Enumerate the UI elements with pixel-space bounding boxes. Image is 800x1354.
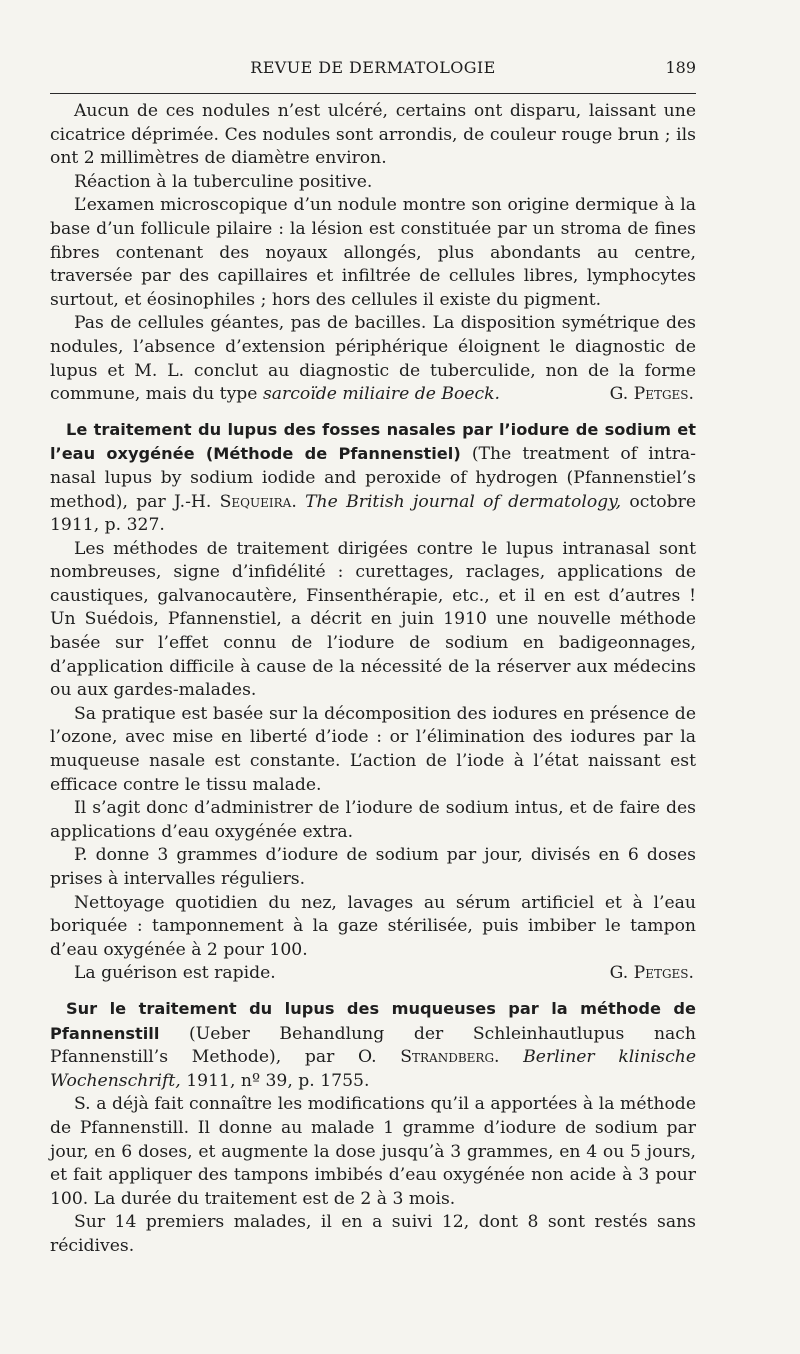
paragraph: Les méthodes de traitement dirigées contre le lupus intranasal sont nombreuses, signe d’infidélité : curettages, raclages, applications de caustiques, galvanocautère, Finsenthérapie, etc., et il en est d’autres ! Un Suédois, Pfannenstiel, a décrit en juin 1910 une nouvelle méthode basée sur l’effet connu de l’iodure de sodium en badigeonnages, d’application difficile à cause de la nécessité de la réserver aux médecins ou aux gardes-malades. — [50, 538, 696, 701]
publication-date: 1911, nº 39, p. 1755. — [180, 1070, 370, 1091]
publication-date: octobre 1911, p. 327. — [50, 491, 696, 536]
paragraph: Sur 14 premiers malades, il en a suivi 12, dont 8 sont restés sans récidives. — [50, 1212, 696, 1256]
paragraph-text: La guérison est rapide. — [74, 963, 276, 984]
paragraph: P. donne 3 grammes d’iodure de sodium par jour, divisés en 6 doses prises à intervalles réguliers. — [50, 845, 696, 889]
bibliographic-notice — [50, 418, 696, 538]
signature: G. Petges. — [609, 384, 694, 405]
article-subtitle: (Ueber Behandlung der Schleinhautlupus nach Pfannenstill’s Methode), par — [50, 1023, 696, 1068]
header-rule — [50, 93, 696, 94]
bibliographic-notice — [50, 997, 696, 1093]
page-number: 189 — [665, 58, 696, 77]
paragraph — [50, 312, 696, 406]
paragraph: L’examen microscopique d’un nodule montre son origine dermique à la base d’un follicule pilaire : la lésion est constituée par un stroma de fines fibres contenant des noyaux allongés, plus abondants au centre, traversée par des capillaires et infiltrée de cellules libres, lymphocytes surtout, et éosinophiles ; hors des cellules il existe du pigment. — [50, 195, 696, 310]
paragraph: S. a déjà fait connaître les modifications qu’il a apportées à la méthode de Pfannenstill. Il donne au malade 1 gramme d’iodure de sodium par jour, en 6 doses, et augmente la dose jusqu’à 3 grammes, en 4 ou 5 jours, et fait appliquer des tampons imbibés d’eau oxygénée non acide à 3 pour 100. La durée du traitement est de 2 à 3 mois. — [50, 1094, 696, 1209]
paragraph: Aucun de ces nodules n’est ulcéré, certains ont disparu, laissant une cicatrice déprimée. Ces nodules sont arrondis, de couleur rouge brun ; ils ont 2 millimètres de diamètre environ. — [50, 101, 696, 169]
article-heading: Sur le traitement du lupus des muqueuses par la méthode de Pfannenstill — [50, 998, 696, 1043]
paragraph: Réaction à la tuberculine positive. — [74, 171, 373, 192]
running-title: REVUE DE DERMATOLOGIE — [250, 58, 496, 77]
paragraph-text: Pas de cellules géantes, pas de bacilles. La disposition symétrique des nodules, l’absence d’extension périphérique éloignent le diagnostic de lupus et M. L. conclut au diagnostic de tuberculide, non de la forme commune, mais du type — [50, 313, 696, 405]
article-author: O. Strandberg. — [358, 1047, 500, 1068]
article-heading: Le traitement du lupus des fosses nasales par l’iodure de sodium et l’eau oxygénée (Méthode de Pfannenstiel) — [50, 419, 696, 464]
journal-title: Berliner klinische Wochenschrift, — [50, 1047, 696, 1091]
paragraph: Nettoyage quotidien du nez, lavages au sérum artificiel et à l’eau boriquée : tamponnement à la gaze stérilisée, puis imbiber le tampon d’eau oxygénée à 2 pour 100. — [50, 892, 696, 960]
page-body — [50, 100, 696, 1259]
signature: G. Petges. — [609, 963, 694, 984]
italic-term: sarcoïde miliaire de Boeck. — [262, 384, 501, 405]
paragraph — [50, 962, 696, 986]
journal-title: The British journal of dermatology, — [296, 491, 622, 512]
paragraph: Il s’agit donc d’administrer de l’iodure de sodium intus, et de faire des applications d’eau oxygénée extra. — [50, 798, 696, 842]
paragraph: Sa pratique est basée sur la décomposition des iodures en présence de l’ozone, avec mise en liberté d’iode : or l’élimination des iodures par la muqueuse nasale est constante. L’action de l’iode à l’état naissant est efficace contre le tissu malade. — [50, 703, 696, 795]
article-author: J.-H. Sequeira. — [174, 491, 297, 512]
running-header — [50, 58, 696, 82]
article-subtitle: (The treatment of intra-nasal lupus by sodium iodide and peroxide of hydrogen (Pfannenstiel’s method), par — [50, 444, 696, 512]
